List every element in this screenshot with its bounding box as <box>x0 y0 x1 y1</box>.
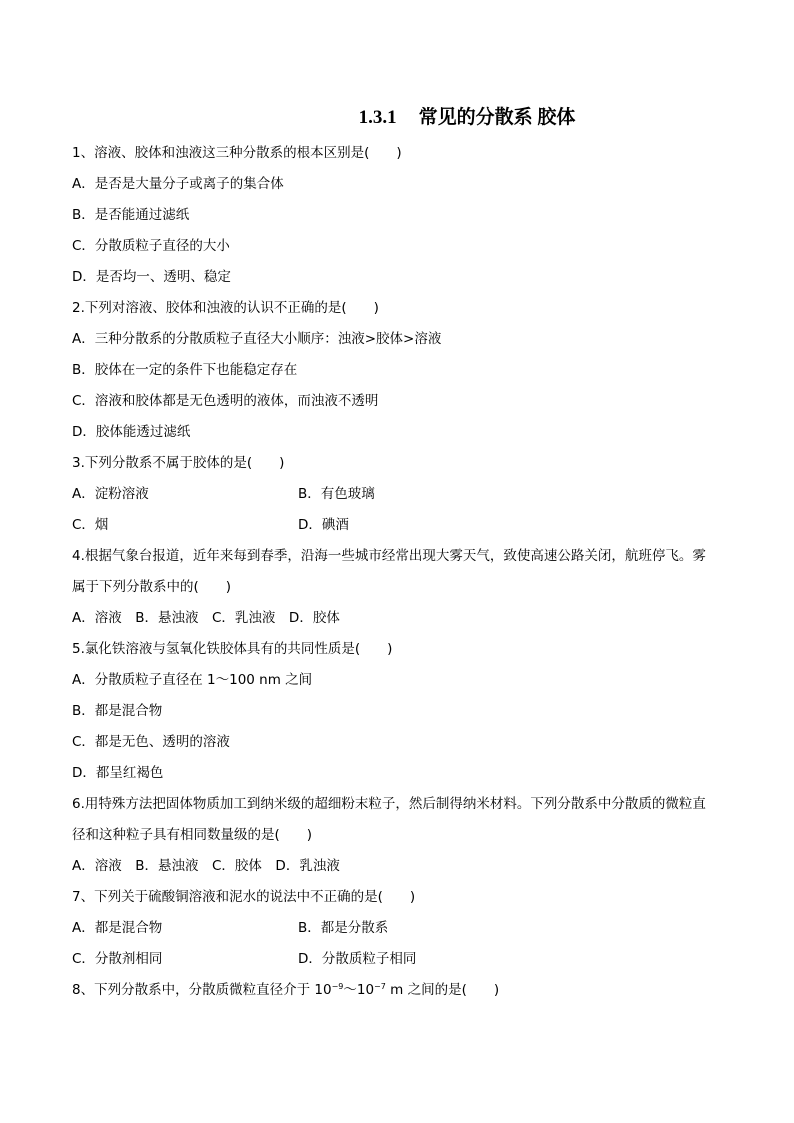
question-4-stem-line-2: 属于下列分散系中的( ) <box>72 579 232 595</box>
page-title <box>72 98 732 138</box>
question-1-option-b: B．是否能通过滤纸 <box>72 207 190 223</box>
question-8-stem-middle: ～10 <box>343 982 375 998</box>
question-8-exponent-2: −7 <box>374 982 386 991</box>
question-2-option-c: C．溶液和胶体都是无色透明的液体，而浊液不透明 <box>72 393 379 409</box>
question-3-options-row-1 <box>72 479 732 510</box>
question-6-stem-line-1: 6.用特殊方法把固体物质加工到纳米级的超细粉末粒子，然后制得纳米材料。下列分散系中分散质的微粒直 <box>72 796 706 812</box>
question-8-stem <box>72 975 732 1006</box>
question-8-exponent-1: −9 <box>331 982 344 991</box>
question-2-option-b: B．胶体在一定的条件下也能稳定存在 <box>72 362 298 378</box>
question-6-options: A．溶液 B．悬浊液 C．胶体 D．乳浊液 <box>72 858 340 874</box>
question-7-stem: 7、下列关于硫酸铜溶液和泥水的说法中不正确的是( ) <box>72 889 416 905</box>
question-2-stem: 2.下列对溶液、胶体和浊液的认识不正确的是( ) <box>72 300 379 316</box>
question-8-stem-start: 8、下列分散系中，分散质微粒直径介于 10 <box>72 982 332 998</box>
question-7-option-b: B．都是分散系 <box>298 920 389 936</box>
question-7-options-row-1 <box>72 913 732 944</box>
question-5-option-a: A．分散质粒子直径在 1～100 nm 之间 <box>72 672 313 688</box>
question-3-stem: 3.下列分散系不属于胶体的是( ) <box>72 455 285 471</box>
question-7-option-a: A．都是混合物 <box>72 920 163 936</box>
question-3-options-row-2 <box>72 510 732 541</box>
question-5-stem: 5.氯化铁溶液与氢氧化铁胶体具有的共同性质是( ) <box>72 641 393 657</box>
section-title: 常见的分散系 胶体 <box>418 107 576 128</box>
question-3-option-a: A．淀粉溶液 <box>72 486 149 502</box>
question-5-option-c: C．都是无色、透明的溶液 <box>72 734 230 750</box>
section-number: 1.3.1 <box>358 107 397 128</box>
question-7-option-d: D．分散质粒子相同 <box>298 951 417 967</box>
question-1-option-a: A．是否是大量分子或离子的集合体 <box>72 176 284 192</box>
question-5-option-d: D．都呈红褐色 <box>72 765 164 781</box>
question-8-stem-end: m 之间的是( ) <box>385 982 500 998</box>
question-3-option-c: C．烟 <box>72 517 109 533</box>
question-7-option-c: C．分散剂相同 <box>72 951 163 967</box>
question-4-stem-line-1: 4.根据气象台报道，近年来每到春季，沿海一些城市经常出现大雾天气，致使高速公路关闭，航班停飞。雾 <box>72 548 706 564</box>
question-5-option-b: B．都是混合物 <box>72 703 163 719</box>
question-4-options: A．溶液 B．悬浊液 C．乳浊液 D．胶体 <box>72 610 340 626</box>
question-1-option-c: C．分散质粒子直径的大小 <box>72 238 230 254</box>
question-2-option-d: D．胶体能透过滤纸 <box>72 424 191 440</box>
question-1-option-d: D．是否均一、透明、稳定 <box>72 269 231 285</box>
question-1-stem: 1、溶液、胶体和浊液这三种分散系的根本区别是( ) <box>72 145 402 161</box>
question-3-option-d: D．碘酒 <box>298 517 349 533</box>
question-7-options-row-2 <box>72 944 732 975</box>
worksheet-page <box>72 98 732 1006</box>
question-6-stem-line-2: 径和这种粒子具有相同数量级的是( ) <box>72 827 313 843</box>
question-3-option-b: B．有色玻璃 <box>298 486 375 502</box>
question-2-option-a: A．三种分散系的分散质粒子直径大小顺序：浊液>胶体>溶液 <box>72 331 442 347</box>
